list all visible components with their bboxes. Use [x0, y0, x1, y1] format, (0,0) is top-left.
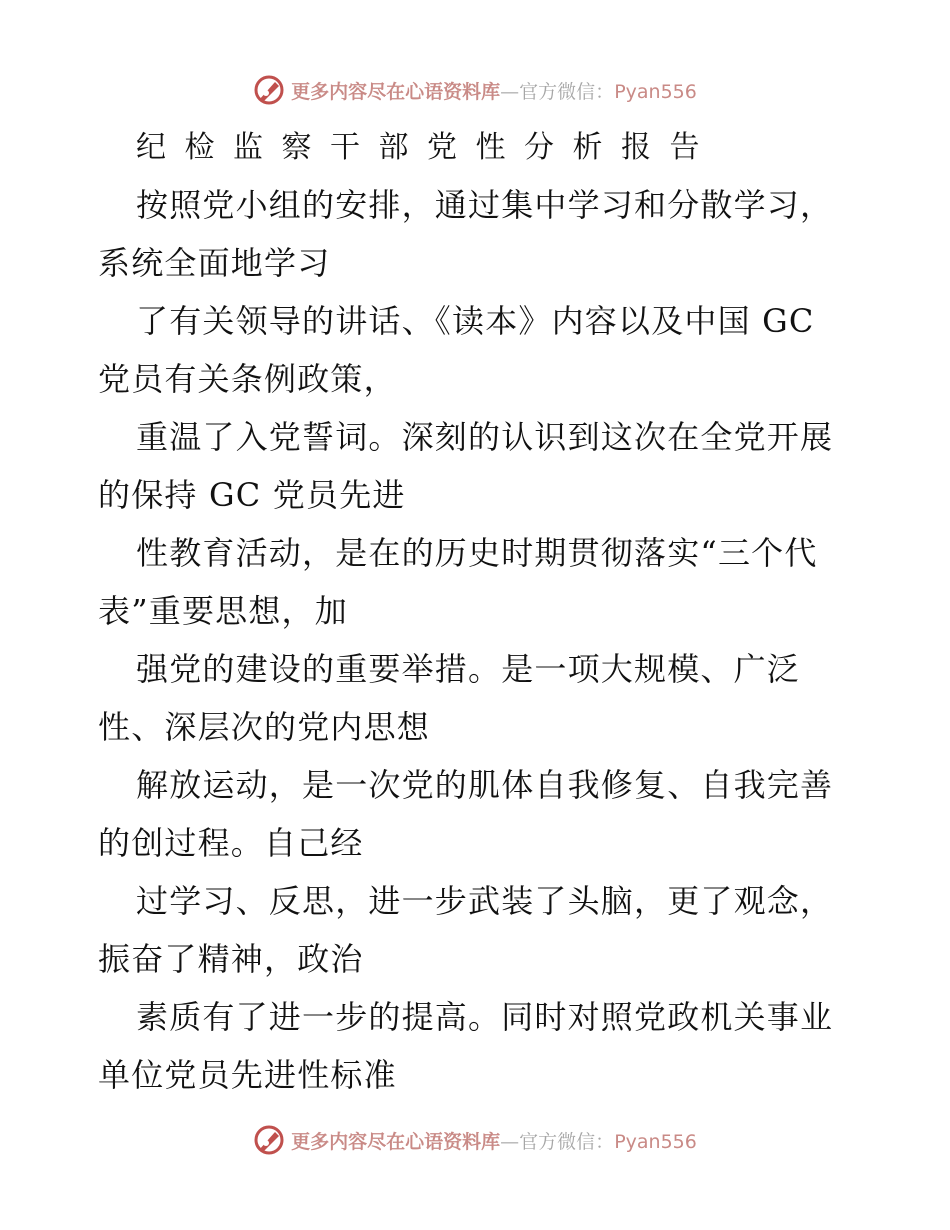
watermark-text — [291, 77, 697, 104]
watermark-separator: — — [500, 80, 520, 103]
watermark-id: Pyan556 — [614, 1130, 697, 1153]
pen-logo-icon — [253, 1124, 285, 1156]
paragraph: 解放运动，是一次党的肌体自我修复、自我完善的创过程。自己经 — [98, 766, 834, 862]
watermark-separator: — — [500, 1130, 520, 1153]
header-watermark — [0, 70, 950, 110]
watermark-sub: 官方微信： — [519, 80, 615, 103]
footer-watermark — [0, 1120, 950, 1160]
document-body — [98, 120, 858, 1104]
paragraph: 性教育活动，是在的历史时期贯彻落实“三个代表”重要思想，加 — [98, 534, 818, 630]
paragraph: 过学习、反思，进一步武装了头脑，更了观念，振奋了精神，政治 — [98, 882, 834, 978]
paragraph: 了有关领导的讲话、《读本》内容以及中国 GC 党员有关条例政策， — [98, 302, 815, 398]
paragraph: 重温了入党誓词。深刻的认识到这次在全党开展的保持 GC 党员先进 — [98, 418, 834, 514]
watermark-sub: 官方微信： — [519, 1130, 615, 1153]
paragraph: 素质有了进一步的提高。同时对照党政机关事业单位党员先进性标准 — [98, 998, 834, 1094]
paragraph: 强党的建设的重要举措。是一项大规模、广泛性、深层次的党内思想 — [98, 650, 801, 746]
watermark-id: Pyan556 — [614, 80, 697, 103]
watermark-text — [291, 1127, 697, 1154]
paragraph: 按照党小组的安排，通过集中学习和分散学习，系统全面地学习 — [98, 186, 834, 282]
pen-logo-icon — [253, 74, 285, 106]
document-title: 纪检监察干部党性分析报告 — [136, 130, 718, 165]
watermark-main: 更多内容尽在心语资料库 — [291, 80, 501, 103]
watermark-main: 更多内容尽在心语资料库 — [291, 1130, 501, 1153]
